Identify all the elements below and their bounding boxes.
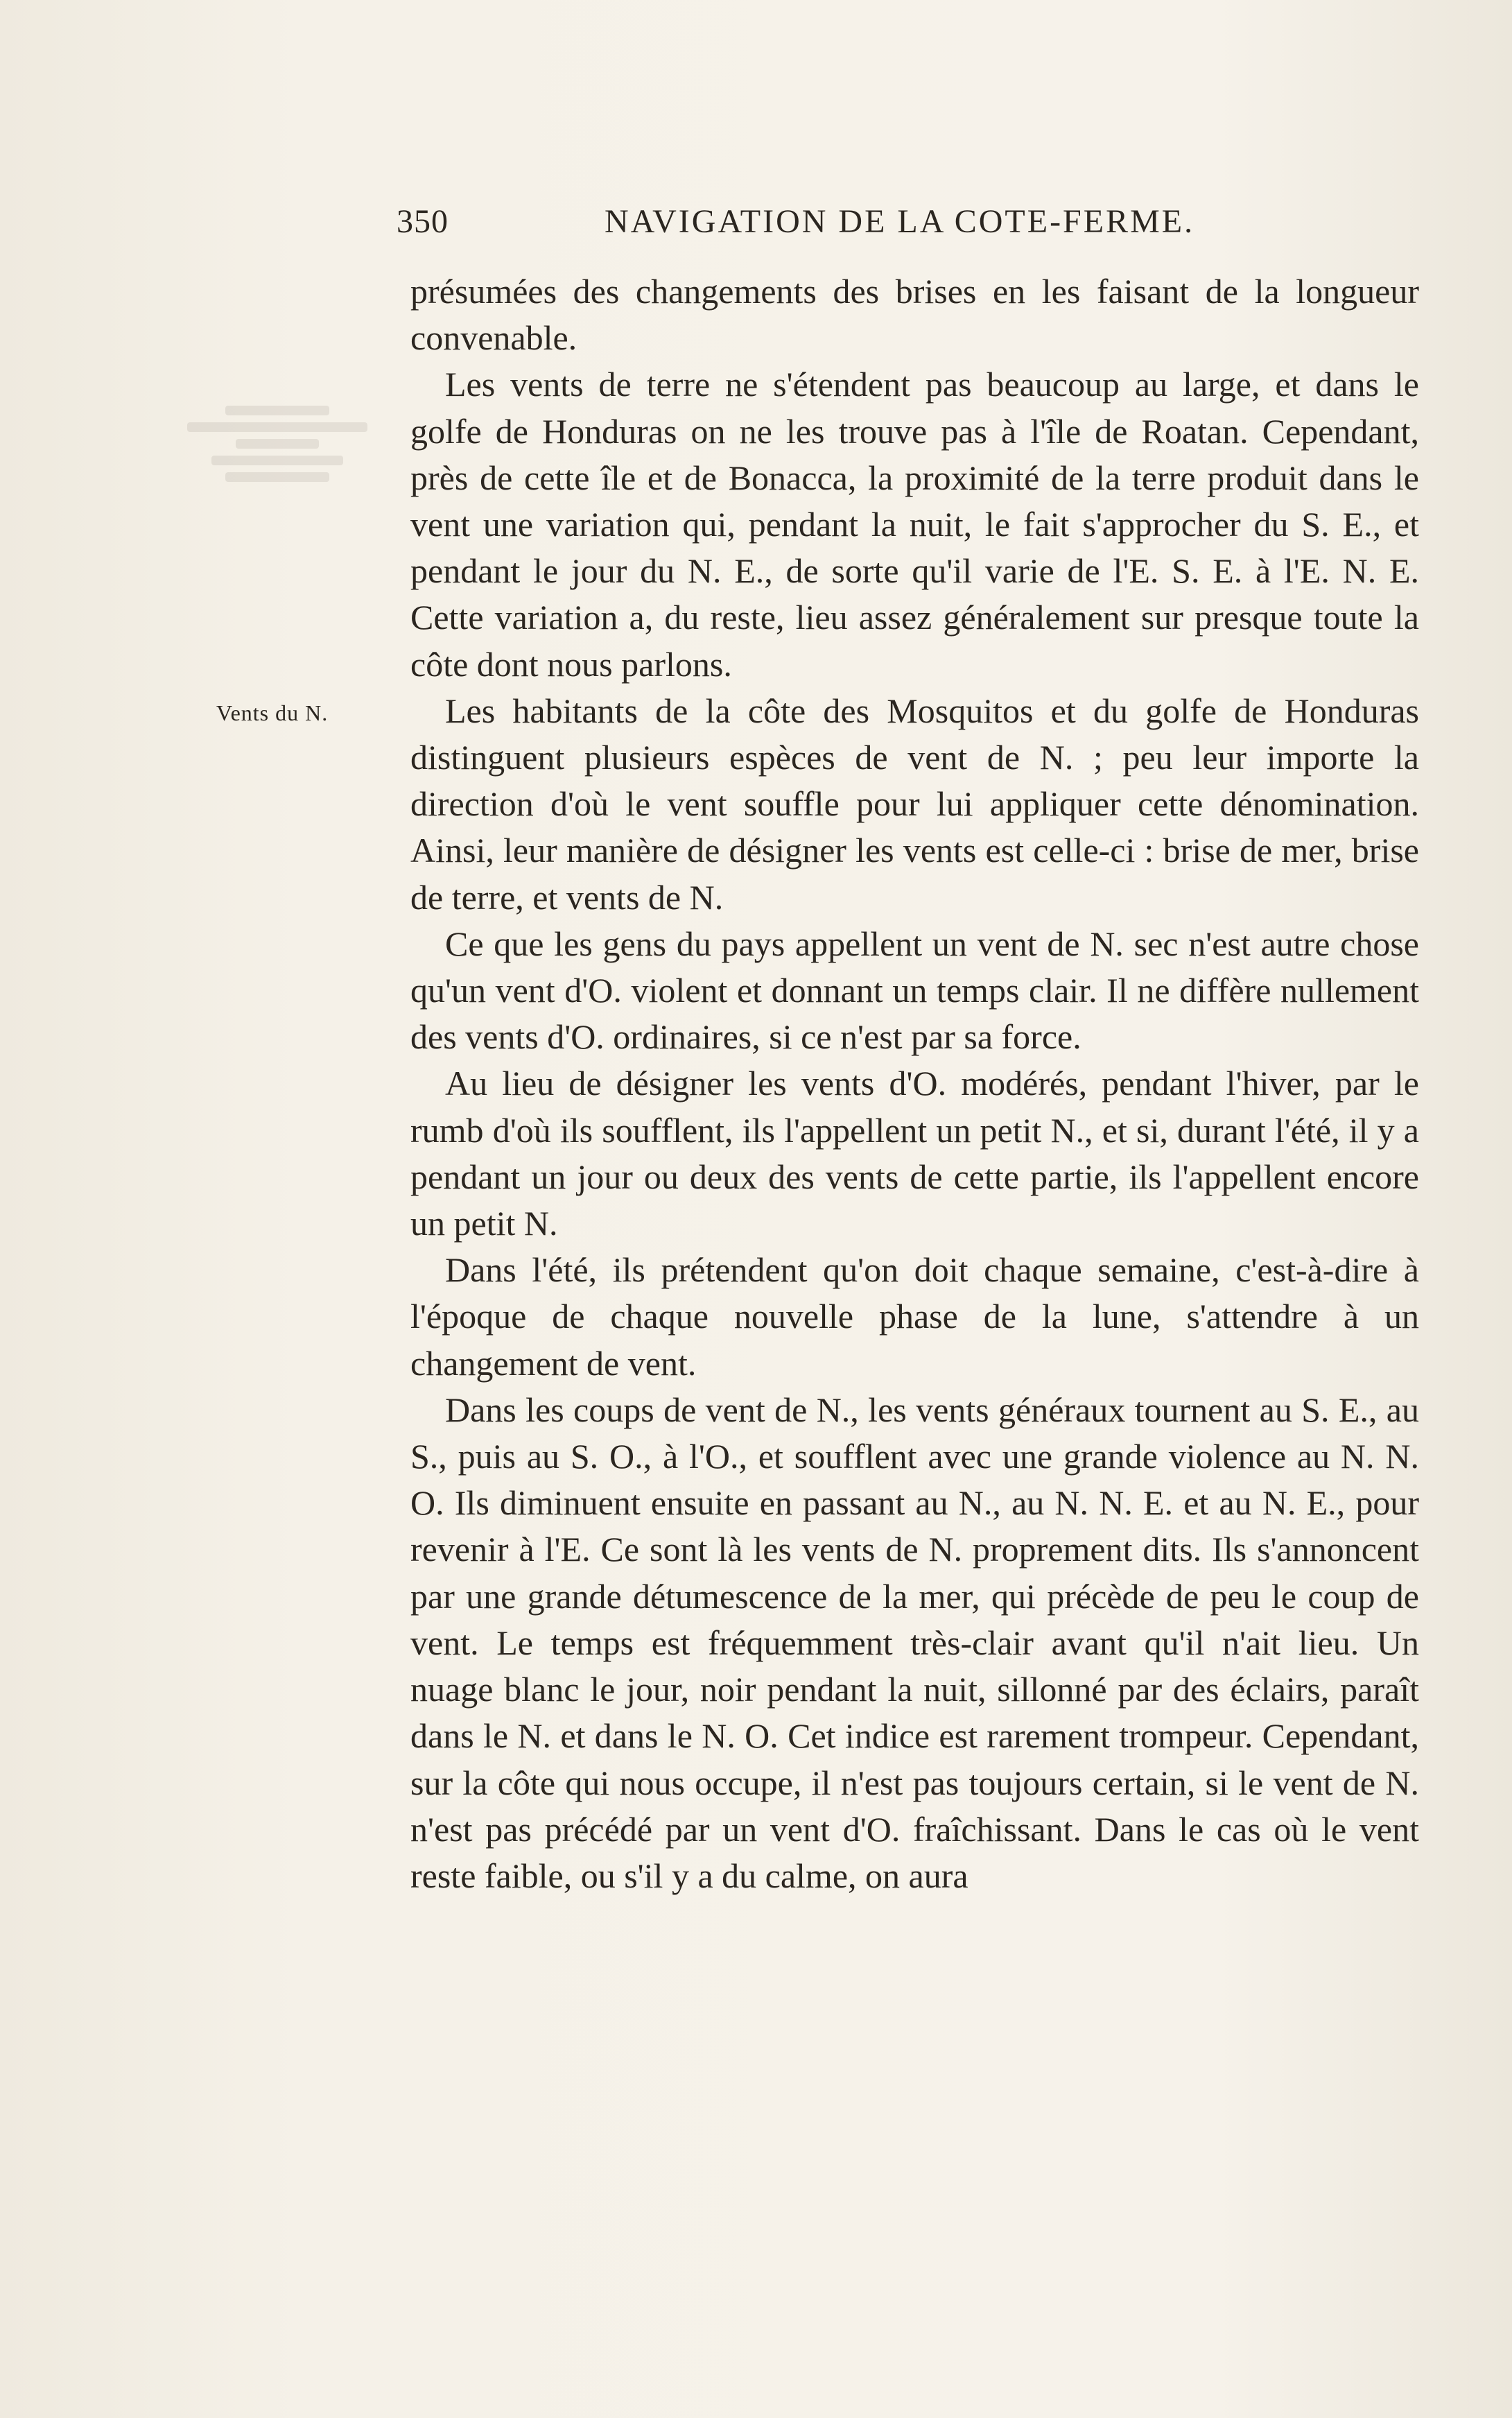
paragraph: Dans l'été, ils prétendent qu'on doit chaque semaine, c'est-à-dire à l'époque de chaque nouvelle phase de la lune, s'attendre à un changement de vent. — [410, 1250, 1419, 1383]
running-header — [397, 202, 1419, 244]
running-title: NAVIGATION DE LA COTE-FERME. — [605, 203, 1195, 240]
paragraph: Les vents de terre ne s'étendent pas beaucoup au large, et dans le golfe de Honduras on ne les trouve pas à l'île de Roatan. Cependant, près de cette île et de Bonacca, la proximité de la terre produit dans le vent une variation qui, pendant la nuit, le fait s'approcher du S. E., et pendant le jour du N. E., de sorte qu'il varie de l'E. S. E. à l'E. N. E. Cette variation a, du reste, lieu assez généralement sur presque toute la côte dont nous parlons. — [410, 365, 1419, 684]
paragraph: Ce que les gens du pays appellent un vent de N. sec n'est autre chose qu'un vent d'O. violent et donnant un temps clair. Il ne diffère nullement des vents d'O. ordinaires, si ce n'est par sa force. — [410, 924, 1419, 1057]
margin-note: Vents du N. — [216, 700, 329, 725]
page-number: 350 — [397, 203, 449, 240]
bleed-through-marks — [173, 399, 381, 558]
paragraph: Dans les coups de vent de N., les vents généraux tournent au S. E., au S., puis au S. O., à l'O., et soufflent avec une grande violence au N. N. O. Ils diminuent ensuite en passant au N., au N. N. E. et au N. E., pour revenir à l'E. Ce sont là les vents de N. proprement dits. Ils s'annoncent par une grande détumescence de la mer, qui précède de peu le coup de vent. Le temps est fréquemment très-clair avant qu'il n'ait lieu. Un nuage blanc le jour, noir pendant la nuit, sillonné par des éclairs, paraît dans le N. et dans le N. O. Cet indice est rarement trompeur. Cependant, sur la côte qui nous occupe, il n'est pas toujours certain, si le vent de N. n'est pas précédé par un vent d'O. fraîchissant. Dans le cas où le vent reste faible, ou s'il y a du calme, on aura — [410, 1390, 1419, 1895]
paragraph: Au lieu de désigner les vents d'O. modérés, pendant l'hiver, par le rumb d'où ils soufflent, ils l'appellent un petit N., et si, durant l'été, il y a pendant un jour ou deux des vents de cette partie, ils l'appellent encore un petit N. — [410, 1064, 1419, 1243]
body-text — [410, 268, 1419, 1899]
paragraph: Les habitants de la côte des Mosquitos et du golfe de Honduras distinguent plusieurs espèces de vent de N. ; peu leur importe la direction d'où le vent souffle pour lui appliquer cette dénomination. Ainsi, leur manière de désigner les vents est celle-ci : brise de mer, brise de terre, et vents de N. — [410, 691, 1419, 917]
paragraph: présumées des changements des brises en les faisant de la longueur convenable. — [410, 272, 1419, 358]
